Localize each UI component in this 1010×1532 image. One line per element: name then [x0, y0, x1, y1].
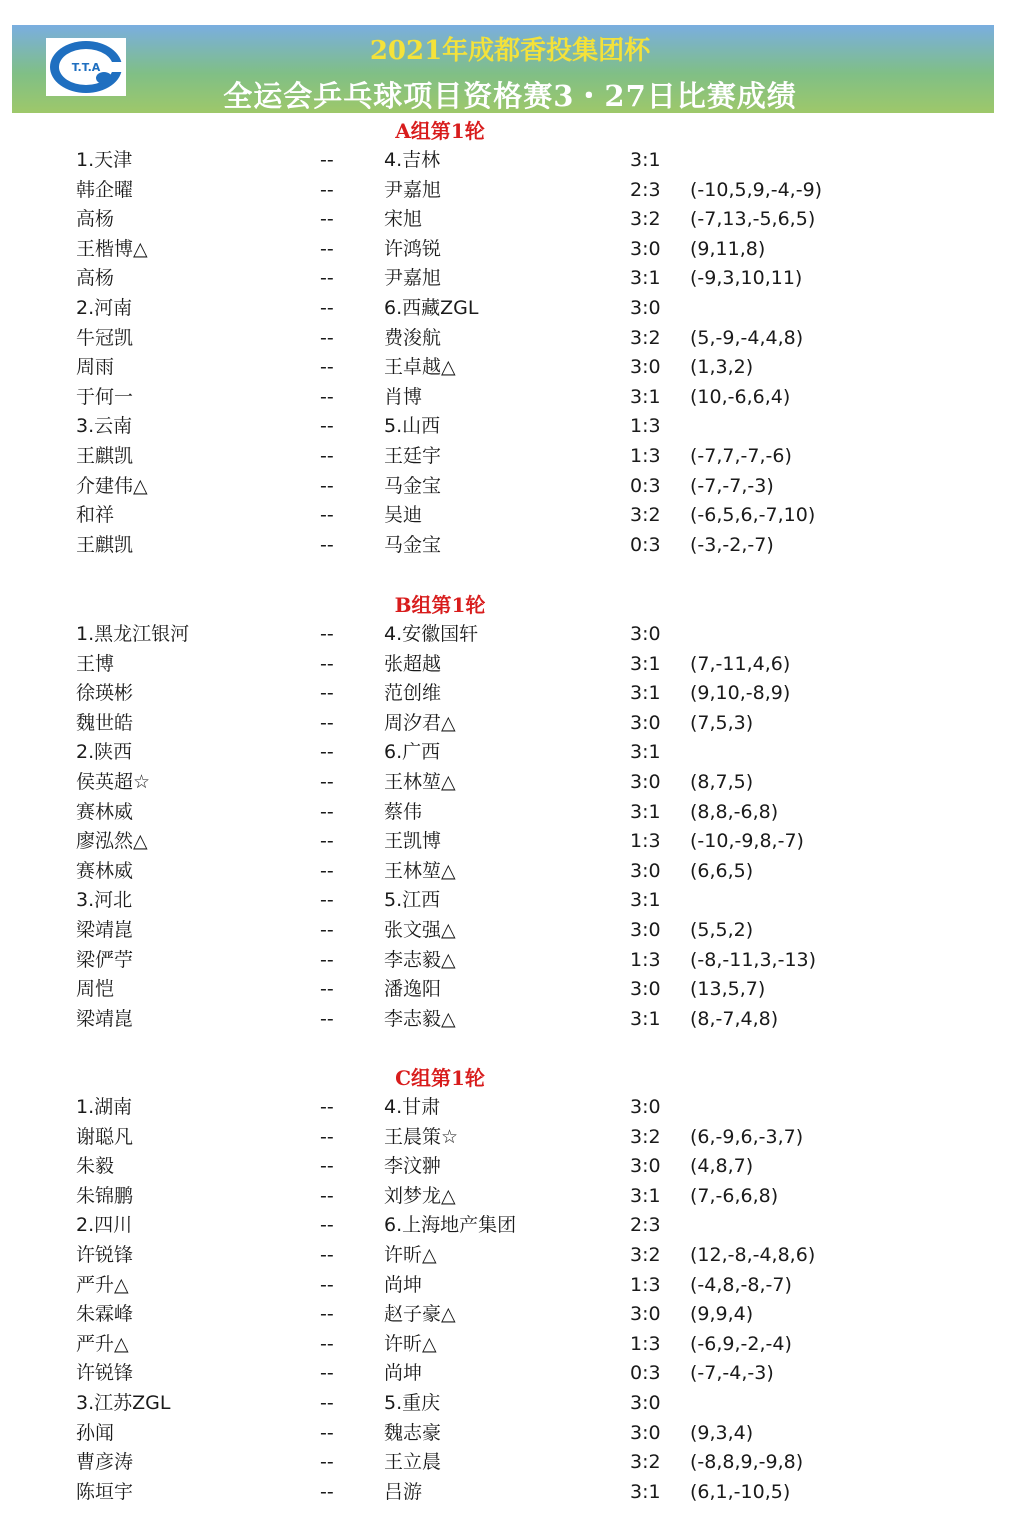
team-or-player-left: 陈垣宇 — [76, 1480, 134, 1503]
result-row — [0, 679, 1010, 709]
game-scores: (-7,7,-7,-6) — [690, 445, 792, 467]
team-or-player-right: 尚坤 — [384, 1273, 423, 1296]
team-or-player-left: 赛林威 — [76, 859, 134, 882]
team-or-player-left: 朱毅 — [76, 1155, 115, 1178]
page-subtitle: 全运会乒乓球项目资格赛3・27日比赛成绩 — [223, 79, 797, 113]
game-scores: (-8,8,9,-9,8) — [690, 1451, 804, 1474]
result-row — [0, 1478, 1010, 1508]
vs-separator: -- — [320, 1244, 334, 1266]
vs-separator: -- — [320, 237, 334, 260]
team-or-player-left: 于何一 — [76, 385, 134, 408]
game-scores: (7,-11,4,6) — [690, 652, 791, 675]
team-or-player-left: 侯英超☆ — [76, 771, 151, 793]
team-or-player-right: 张文强△ — [384, 919, 456, 941]
result-row — [0, 1448, 1010, 1478]
vs-separator: -- — [320, 711, 334, 734]
result-row — [0, 501, 1010, 531]
team-or-player-right: 王晨策☆ — [384, 1125, 459, 1148]
result-row — [0, 738, 1010, 768]
result-row — [0, 709, 1010, 739]
match-score: 2:3 — [630, 178, 661, 201]
team-or-player-left: 1.黑龙江银河 — [76, 623, 190, 645]
page-title: 2021年成都香投集团杯 — [369, 36, 651, 66]
result-row — [0, 1005, 1010, 1035]
game-scores: (6,-9,6,-3,7) — [690, 1125, 804, 1148]
team-or-player-left: 王楷博△ — [76, 237, 148, 260]
result-row — [0, 235, 1010, 265]
result-row — [0, 324, 1010, 354]
team-or-player-right: 4.安徽国轩 — [384, 623, 479, 645]
match-score: 3:0 — [630, 1421, 661, 1444]
result-row — [0, 946, 1010, 976]
team-or-player-right: 尹嘉旭 — [384, 178, 442, 201]
match-score: 3:1 — [630, 149, 661, 171]
game-scores: (-9,3,10,11) — [690, 267, 803, 290]
vs-separator: -- — [320, 445, 334, 467]
team-or-player-left: 2.陕西 — [76, 741, 133, 764]
team-or-player-left: 高杨 — [76, 208, 115, 231]
game-scores: (10,-6,6,4) — [690, 385, 791, 408]
result-row — [0, 1211, 1010, 1241]
result-row — [0, 975, 1010, 1005]
team-or-player-right: 魏志豪 — [384, 1421, 442, 1444]
game-scores: (-4,8,-8,-7) — [690, 1273, 792, 1296]
game-scores: (12,-8,-4,8,6) — [690, 1244, 816, 1266]
match-score: 3:0 — [630, 297, 661, 319]
vs-separator: -- — [320, 978, 334, 1001]
vs-separator: -- — [320, 1007, 334, 1030]
team-or-player-right: 李汶翀 — [384, 1155, 442, 1178]
game-scores: (-7,-7,-3) — [690, 474, 774, 497]
result-row — [0, 1152, 1010, 1182]
game-scores: (-6,9,-2,-4) — [690, 1332, 792, 1355]
team-or-player-left: 2.河南 — [76, 297, 133, 319]
game-scores: (7,5,3) — [690, 711, 754, 734]
vs-separator: -- — [320, 919, 334, 941]
group-heading: C组第1轮 — [395, 1066, 485, 1090]
vs-separator: -- — [320, 1362, 334, 1385]
vs-separator: -- — [320, 1480, 334, 1503]
vs-separator: -- — [320, 1155, 334, 1178]
game-scores: (5,5,2) — [690, 919, 754, 941]
match-score: 3:2 — [630, 1125, 661, 1148]
vs-separator: -- — [320, 1184, 334, 1207]
team-or-player-left: 曹彦涛 — [76, 1451, 134, 1474]
game-scores: (5,-9,-4,4,8) — [690, 326, 804, 349]
team-or-player-left: 徐瑛彬 — [76, 682, 134, 705]
team-or-player-right: 赵子豪△ — [384, 1303, 456, 1326]
match-score: 3:2 — [630, 326, 661, 349]
team-or-player-left: 2.四川 — [76, 1214, 133, 1237]
vs-separator: -- — [320, 1214, 334, 1237]
vs-separator: -- — [320, 1421, 334, 1444]
team-or-player-left: 朱霖峰 — [76, 1303, 134, 1326]
match-score: 1:3 — [630, 415, 661, 438]
match-score: 3:0 — [630, 859, 661, 882]
team-or-player-right: 王廷宇 — [384, 445, 442, 467]
game-scores: (8,8,-6,8) — [690, 800, 779, 823]
match-score: 3:1 — [630, 1480, 661, 1503]
team-or-player-right: 王林堃△ — [384, 771, 456, 793]
game-scores: (9,11,8) — [690, 237, 766, 260]
match-score: 3:1 — [630, 267, 661, 290]
team-or-player-right: 吴迪 — [384, 504, 423, 527]
result-row — [0, 620, 1010, 650]
team-or-player-right: 宋旭 — [384, 208, 423, 231]
match-score: 1:3 — [630, 1273, 661, 1296]
match-score: 3:2 — [630, 208, 661, 231]
result-row — [0, 1419, 1010, 1449]
team-or-player-left: 3.云南 — [76, 415, 133, 438]
team-or-player-left: 1.湖南 — [76, 1096, 133, 1118]
result-row — [0, 650, 1010, 680]
result-row — [0, 916, 1010, 946]
association-logo — [46, 38, 126, 96]
team-or-player-right: 6.上海地产集团 — [384, 1214, 517, 1237]
result-row — [0, 1330, 1010, 1360]
match-score: 1:3 — [630, 1332, 661, 1355]
vs-separator: -- — [320, 652, 334, 675]
result-row — [0, 205, 1010, 235]
result-row — [0, 857, 1010, 887]
team-or-player-left: 王博 — [76, 652, 115, 675]
vs-separator: -- — [320, 1273, 334, 1296]
team-or-player-left: 周雨 — [76, 356, 115, 379]
vs-separator: -- — [320, 208, 334, 231]
team-or-player-right: 5.重庆 — [384, 1392, 441, 1414]
team-or-player-right: 王卓越△ — [384, 356, 456, 379]
team-or-player-left: 梁俨苧 — [76, 948, 134, 971]
match-score: 0:3 — [630, 474, 661, 497]
game-scores: (1,3,2) — [690, 356, 754, 379]
result-row — [0, 353, 1010, 383]
vs-separator: -- — [320, 474, 334, 497]
result-row — [0, 383, 1010, 413]
result-row — [0, 1182, 1010, 1212]
team-or-player-right: 吕游 — [384, 1480, 423, 1503]
match-score: 3:0 — [630, 237, 661, 260]
result-row — [0, 827, 1010, 857]
team-or-player-left: 谢聪凡 — [76, 1125, 134, 1148]
game-scores: (7,-6,6,8) — [690, 1184, 779, 1207]
result-row — [0, 442, 1010, 472]
team-or-player-left: 严升△ — [76, 1332, 129, 1355]
team-or-player-right: 6.广西 — [384, 741, 441, 764]
result-row — [0, 264, 1010, 294]
team-or-player-right: 许昕△ — [384, 1332, 437, 1355]
vs-separator: -- — [320, 682, 334, 705]
result-row — [0, 294, 1010, 324]
team-or-player-left: 牛冠凯 — [76, 326, 134, 349]
team-or-player-right: 刘梦龙△ — [384, 1184, 456, 1207]
result-row — [0, 176, 1010, 206]
match-score: 3:0 — [630, 978, 661, 1001]
team-or-player-right: 范创维 — [384, 682, 442, 705]
vs-separator: -- — [320, 771, 334, 793]
match-score: 3:1 — [630, 889, 661, 912]
game-scores: (13,5,7) — [690, 978, 766, 1001]
team-or-player-left: 孙闻 — [76, 1421, 115, 1444]
team-or-player-right: 王立晨 — [384, 1451, 442, 1474]
match-score: 3:0 — [630, 356, 661, 379]
vs-separator: -- — [320, 326, 334, 349]
match-score: 3:0 — [630, 771, 661, 793]
team-or-player-right: 李志毅△ — [384, 1007, 456, 1030]
result-row — [0, 1300, 1010, 1330]
game-scores: (9,10,-8,9) — [690, 682, 791, 705]
match-score: 3:1 — [630, 1007, 661, 1030]
team-or-player-right: 张超越 — [384, 652, 442, 675]
vs-separator: -- — [320, 1392, 334, 1414]
match-score: 0:3 — [630, 533, 661, 556]
team-or-player-left: 严升△ — [76, 1273, 129, 1296]
result-row — [0, 531, 1010, 561]
match-score: 3:1 — [630, 800, 661, 823]
result-row — [0, 146, 1010, 176]
match-score: 1:3 — [630, 445, 661, 467]
team-or-player-left: 3.河北 — [76, 889, 133, 912]
vs-separator: -- — [320, 178, 334, 201]
team-or-player-left: 梁靖崑 — [76, 1007, 134, 1030]
match-score: 3:1 — [630, 652, 661, 675]
match-score: 3:0 — [630, 1392, 661, 1414]
team-or-player-left: 高杨 — [76, 267, 115, 290]
game-scores: (-10,5,9,-4,-9) — [690, 178, 823, 201]
match-score: 3:2 — [630, 1244, 661, 1266]
team-or-player-left: 许锐锋 — [76, 1362, 134, 1385]
match-score: 1:3 — [630, 830, 661, 853]
team-or-player-left: 梁靖崑 — [76, 919, 134, 941]
match-score: 3:1 — [630, 682, 661, 705]
game-scores: (6,1,-10,5) — [690, 1480, 791, 1503]
team-or-player-right: 肖博 — [384, 385, 423, 408]
game-scores: (8,7,5) — [690, 771, 754, 793]
group-heading: B组第1轮 — [394, 593, 486, 617]
result-row — [0, 1241, 1010, 1271]
team-or-player-left: 韩企曜 — [76, 178, 134, 201]
result-row — [0, 1123, 1010, 1153]
game-scores: (-3,-2,-7) — [690, 533, 774, 556]
result-row — [0, 412, 1010, 442]
match-score: 3:0 — [630, 1096, 661, 1118]
result-row — [0, 1271, 1010, 1301]
vs-separator: -- — [320, 741, 334, 764]
game-scores: (-6,5,6,-7,10) — [690, 504, 816, 527]
match-score: 3:0 — [630, 1155, 661, 1178]
result-row — [0, 1359, 1010, 1389]
team-or-player-right: 马金宝 — [384, 533, 442, 556]
team-or-player-left: 介建伟△ — [76, 474, 148, 497]
vs-separator: -- — [320, 623, 334, 645]
match-score: 3:1 — [630, 741, 661, 764]
team-or-player-right: 尹嘉旭 — [384, 267, 442, 290]
vs-separator: -- — [320, 800, 334, 823]
team-or-player-right: 许昕△ — [384, 1244, 437, 1266]
team-or-player-left: 1.天津 — [76, 149, 133, 171]
game-scores: (-8,-11,3,-13) — [690, 948, 817, 971]
team-or-player-left: 王麒凯 — [76, 445, 134, 467]
logo-text: T.T.A — [71, 61, 101, 74]
match-score: 3:1 — [630, 1184, 661, 1207]
vs-separator: -- — [320, 1303, 334, 1326]
match-score: 3:0 — [630, 623, 661, 645]
team-or-player-right: 4.吉林 — [384, 149, 441, 171]
match-score: 3:0 — [630, 711, 661, 734]
team-or-player-right: 蔡伟 — [384, 800, 423, 823]
vs-separator: -- — [320, 297, 334, 319]
team-or-player-right: 4.甘肃 — [384, 1096, 441, 1118]
match-score: 3:1 — [630, 385, 661, 408]
game-scores: (6,6,5) — [690, 859, 754, 882]
vs-separator: -- — [320, 830, 334, 853]
team-or-player-left: 赛林威 — [76, 800, 134, 823]
group-heading: A组第1轮 — [395, 119, 485, 143]
team-or-player-left: 魏世皓 — [76, 711, 134, 734]
match-score: 1:3 — [630, 948, 661, 971]
vs-separator: -- — [320, 1451, 334, 1474]
vs-separator: -- — [320, 267, 334, 290]
game-scores: (9,3,4) — [690, 1421, 754, 1444]
vs-separator: -- — [320, 859, 334, 882]
game-scores: (-10,-9,8,-7) — [690, 830, 804, 853]
vs-separator: -- — [320, 385, 334, 408]
team-or-player-right: 许鸿锐 — [384, 237, 442, 260]
result-row — [0, 798, 1010, 828]
game-scores: (4,8,7) — [690, 1155, 754, 1178]
result-row — [0, 1093, 1010, 1123]
team-or-player-right: 王凯博 — [384, 830, 442, 853]
team-or-player-left: 许锐锋 — [76, 1244, 134, 1266]
match-score: 3:2 — [630, 504, 661, 527]
team-or-player-right: 潘逸阳 — [384, 978, 442, 1001]
team-or-player-right: 王林堃△ — [384, 859, 456, 882]
vs-separator: -- — [320, 1096, 334, 1118]
game-scores: (-7,-4,-3) — [690, 1362, 774, 1385]
team-or-player-right: 马金宝 — [384, 474, 442, 497]
team-or-player-left: 朱锦鹏 — [76, 1184, 134, 1207]
match-score: 2:3 — [630, 1214, 661, 1237]
team-or-player-right: 尚坤 — [384, 1362, 423, 1385]
team-or-player-left: 周恺 — [76, 978, 115, 1001]
vs-separator: -- — [320, 504, 334, 527]
match-score: 0:3 — [630, 1362, 661, 1385]
vs-separator: -- — [320, 415, 334, 438]
team-or-player-left: 3.江苏ZGL — [76, 1392, 171, 1414]
vs-separator: -- — [320, 889, 334, 912]
result-row — [0, 1389, 1010, 1419]
vs-separator: -- — [320, 1332, 334, 1355]
game-scores: (9,9,4) — [690, 1303, 754, 1326]
team-or-player-right: 5.山西 — [384, 415, 441, 438]
team-or-player-right: 5.江西 — [384, 889, 441, 912]
team-or-player-left: 廖泓然△ — [76, 830, 148, 853]
game-scores: (-7,13,-5,6,5) — [690, 208, 816, 231]
team-or-player-left: 王麒凯 — [76, 533, 134, 556]
result-row — [0, 886, 1010, 916]
result-row — [0, 472, 1010, 502]
vs-separator: -- — [320, 149, 334, 171]
team-or-player-right: 6.西藏ZGL — [384, 297, 479, 319]
team-or-player-right: 李志毅△ — [384, 948, 456, 971]
result-row — [0, 768, 1010, 798]
team-or-player-left: 和祥 — [76, 504, 115, 527]
match-score: 3:0 — [630, 919, 661, 941]
match-score: 3:0 — [630, 1303, 661, 1326]
vs-separator: -- — [320, 356, 334, 379]
vs-separator: -- — [320, 1125, 334, 1148]
vs-separator: -- — [320, 533, 334, 556]
vs-separator: -- — [320, 948, 334, 971]
game-scores: (8,-7,4,8) — [690, 1007, 779, 1030]
team-or-player-right: 周汐君△ — [384, 711, 456, 734]
team-or-player-right: 费浚航 — [384, 326, 442, 349]
match-score: 3:2 — [630, 1451, 661, 1474]
